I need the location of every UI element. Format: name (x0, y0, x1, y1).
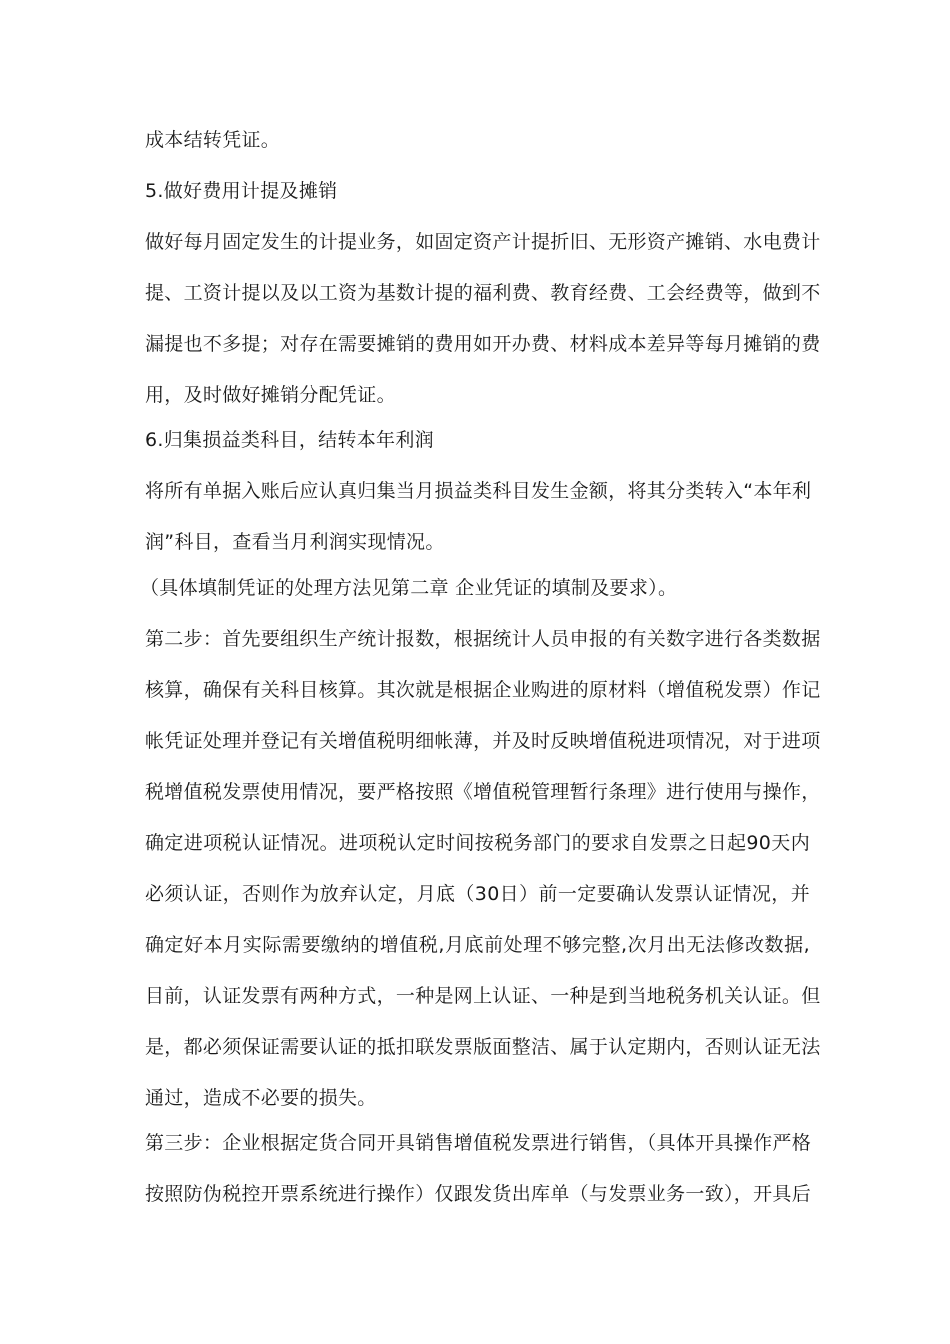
paragraph-line: 第三步：企业根据定货合同开具销售增值税发票进行销售，（具体开具操作严格 (145, 1132, 812, 1154)
paragraph-line: 做好每月固定发生的计提业务，如固定资产计提折旧、无形资产摊销、水电费计 (145, 231, 821, 253)
section-heading-6: 6.归集损益类科目，结转本年利润 (145, 429, 434, 451)
section-heading-5: 5.做好费用计提及摊销 (145, 180, 338, 202)
paragraph-line: 税增值税发票使用情况，要严格按照《增值税管理暂行条理》进行使用与操作， (145, 781, 821, 803)
paragraph-line: 通过，造成不必要的损失。 (145, 1087, 377, 1109)
paragraph-line: 第二步：首先要组织生产统计报数，根据统计人员申报的有关数字进行各类数据 (145, 628, 821, 650)
paragraph-line: 将所有单据入账后应认真归集当月损益类科目发生金额，将其分类转入“本年利 (145, 480, 812, 502)
paragraph-line: 漏提也不多提；对存在需要摊销的费用如开办费、材料成本差异等每月摊销的费 (145, 333, 821, 355)
paragraph-line: 是，都必须保证需要认证的抵扣联发票版面整洁、属于认定期内，否则认证无法 (145, 1036, 821, 1058)
paragraph-line: 目前，认证发票有两种方式，一种是网上认证、一种是到当地税务机关认证。但 (145, 985, 821, 1007)
paragraph-line: 按照防伪税控开票系统进行操作）仅跟发货出库单（与发票业务一致），开具后 (145, 1183, 812, 1205)
paragraph-line: 用，及时做好摊销分配凭证。 (145, 384, 396, 406)
paragraph-line: （具体填制凭证的处理方法见第二章 企业凭证的填制及要求）。 (140, 577, 678, 599)
paragraph-line: 成本结转凭证。 (145, 129, 281, 151)
paragraph-line: 必须认证，否则作为放弃认定，月底（30日）前一定要确认发票认证情况，并 (145, 883, 810, 905)
paragraph-line: 核算，确保有关科目核算。其次就是根据企业购进的原材料（增值税发票）作记 (145, 679, 821, 701)
paragraph-line: 确定进项税认证情况。进项税认定时间按税务部门的要求自发票之日起90天内 (145, 832, 810, 854)
paragraph-line: 帐凭证处理并登记有关增值税明细帐薄，并及时反映增值税进项情况，对于进项 (145, 730, 821, 752)
paragraph-line: 润”科目，查看当月利润实现情况。 (145, 531, 445, 553)
paragraph-line: 确定好本月实际需要缴纳的增值税,月底前处理不够完整,次月出无法修改数据, (145, 934, 810, 956)
paragraph-line: 提、工资计提以及以工资为基数计提的福利费、教育经费、工会经费等，做到不 (145, 282, 821, 304)
